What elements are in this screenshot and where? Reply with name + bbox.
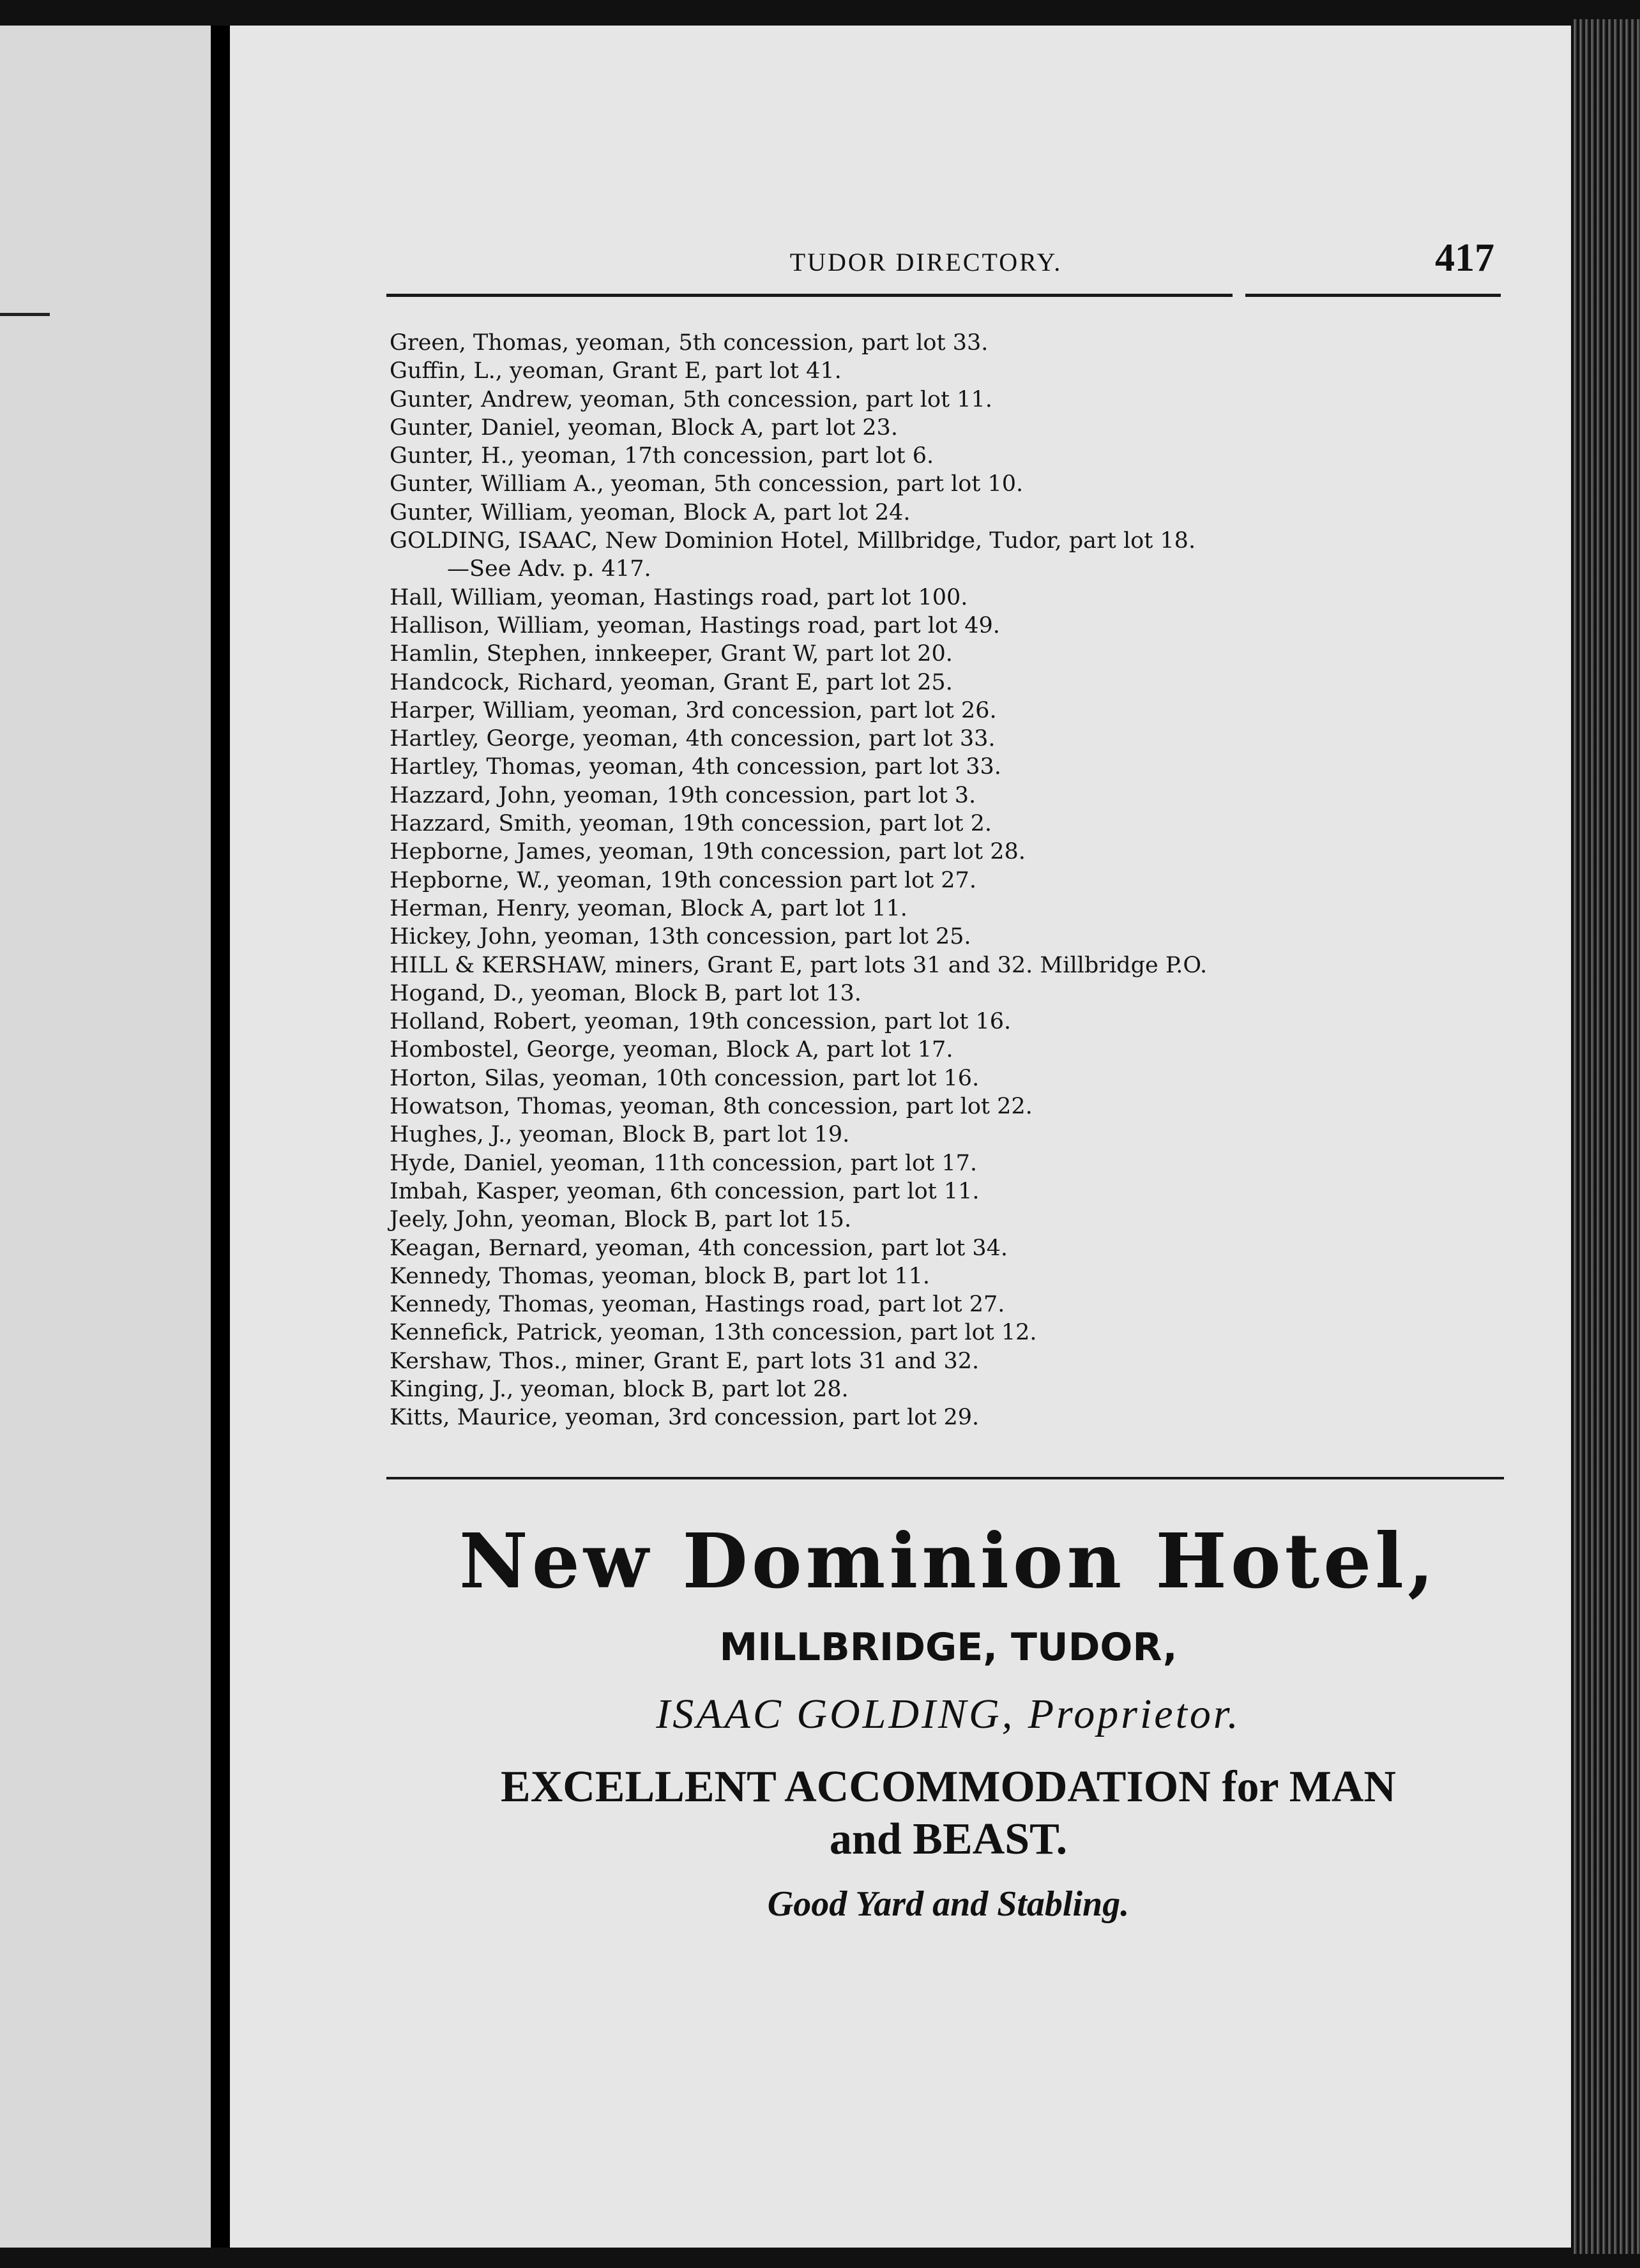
header-rule-right (1245, 294, 1501, 297)
book-gutter (211, 26, 230, 2248)
directory-entries (390, 329, 1526, 1432)
directory-entry: Hombostel, George, yeoman, Block A, part lot 17. (390, 1037, 953, 1063)
directory-entry: Hyde, Daniel, yeoman, 11th concession, part lot 17. (390, 1150, 977, 1176)
directory-entry: Gunter, H., yeoman, 17th concession, part lot 6. (390, 443, 934, 469)
ad-accommodation-line1: EXCELLENT ACCOMMODATION for MAN (501, 1762, 1396, 1811)
directory-entry: Gunter, William, yeoman, Block A, part lot 24. (390, 499, 911, 525)
directory-entry: Jeely, John, yeoman, Block B, part lot 15. (390, 1207, 852, 1233)
directory-entry: Green, Thomas, yeoman, 5th concession, part lot 33. (390, 330, 989, 356)
directory-entry: Hughes, J., yeoman, Block B, part lot 19. (390, 1122, 850, 1148)
directory-page (230, 26, 1571, 2248)
directory-entry: Keagan, Bernard, yeoman, 4th concession, part lot 34. (390, 1235, 1008, 1261)
directory-entry: —See Adv. p. 417. (447, 556, 651, 582)
directory-entry: Horton, Silas, yeoman, 10th concession, part lot 16. (390, 1065, 980, 1091)
directory-entry: Hartley, George, yeoman, 4th concession, part lot 33. (390, 726, 996, 752)
directory-entry: Holland, Robert, yeoman, 19th concession, part lot 16. (390, 1009, 1012, 1035)
directory-entry: Hallison, William, yeoman, Hastings road, part lot 49. (390, 612, 1000, 639)
directory-entry: Hogand, D., yeoman, Block B, part lot 13. (390, 980, 862, 1006)
directory-entry: Gunter, Andrew, yeoman, 5th concession, part lot 11. (390, 386, 992, 412)
directory-entry: Hartley, Thomas, yeoman, 4th concession, part lot 33. (390, 754, 1001, 780)
directory-entry: Handcock, Richard, yeoman, Grant E, part lot 25. (390, 669, 953, 695)
directory-entry: Hall, William, yeoman, Hastings road, part lot 100. (390, 584, 968, 610)
directory-entry: Hazzard, John, yeoman, 19th concession, part lot 3. (390, 782, 976, 808)
page-edges (1571, 19, 1640, 2254)
ad-accommodation-line2: and BEAST. (829, 1815, 1068, 1864)
directory-entry: Kitts, Maurice, yeoman, 3rd concession, part lot 29. (390, 1405, 980, 1431)
ad-proprietor: ISAAC GOLDING, Proprietor. (656, 1691, 1241, 1737)
directory-entry: Kennefick, Patrick, yeoman, 13th concession, part lot 12. (390, 1320, 1037, 1346)
directory-entry: Kershaw, Thos., miner, Grant E, part lots 31 and 32. (390, 1348, 980, 1374)
ad-location: MILLBRIDGE, TUDOR, (719, 1625, 1178, 1670)
directory-entry: Kennedy, Thomas, yeoman, Hastings road, part lot 27. (390, 1292, 1005, 1318)
directory-entry: Kennedy, Thomas, yeoman, block B, part lot 11. (390, 1263, 930, 1289)
directory-entry: Gunter, Daniel, yeoman, Block A, part lot 23. (390, 414, 898, 441)
directory-entry: Harper, William, yeoman, 3rd concession, part lot 26. (390, 697, 997, 723)
directory-entry: Hamlin, Stephen, innkeeper, Grant W, part lot 20. (390, 641, 953, 667)
facing-page-rule (0, 313, 50, 316)
directory-entry: GOLDING, ISAAC, New Dominion Hotel, Millbridge, Tudor, part lot 18. (390, 528, 1196, 554)
ad-tagline: Good Yard and Stabling. (767, 1884, 1130, 1924)
ad-hotel-name: New Dominion Hotel, (459, 1516, 1438, 1605)
directory-entry: Kinging, J., yeoman, block B, part lot 28. (390, 1376, 849, 1402)
directory-entry: Imbah, Kasper, yeoman, 6th concession, part lot 11. (390, 1178, 980, 1204)
directory-entry: Howatson, Thomas, yeoman, 8th concession, part lot 22. (390, 1094, 1033, 1120)
section-rule (386, 1477, 1504, 1479)
directory-entry: Guffin, L., yeoman, Grant E, part lot 41. (390, 358, 842, 384)
running-title: TUDOR DIRECTORY. (789, 248, 1063, 276)
page-number: 417 (1435, 236, 1494, 280)
directory-entry: Hepborne, W., yeoman, 19th concession part lot 27. (390, 867, 976, 893)
facing-page-edge (0, 26, 211, 2248)
directory-entry: Hazzard, Smith, yeoman, 19th concession, part lot 2. (390, 811, 992, 837)
running-head (377, 233, 1507, 284)
header-rule-left (386, 294, 1233, 297)
directory-entry: HILL & KERSHAW, miners, Grant E, part lots 31 and 32. Millbridge P.O. (390, 952, 1208, 978)
directory-entry: Gunter, William A., yeoman, 5th concession, part lot 10. (390, 471, 1024, 497)
directory-entry: Herman, Henry, yeoman, Block A, part lot 11. (390, 895, 907, 921)
hotel-advertisement (377, 1507, 1520, 1936)
directory-entry: Hickey, John, yeoman, 13th concession, part lot 25. (390, 924, 971, 950)
directory-entry: Hepborne, James, yeoman, 19th concession, part lot 28. (390, 839, 1026, 865)
ad-accommodation (377, 1761, 1520, 1866)
